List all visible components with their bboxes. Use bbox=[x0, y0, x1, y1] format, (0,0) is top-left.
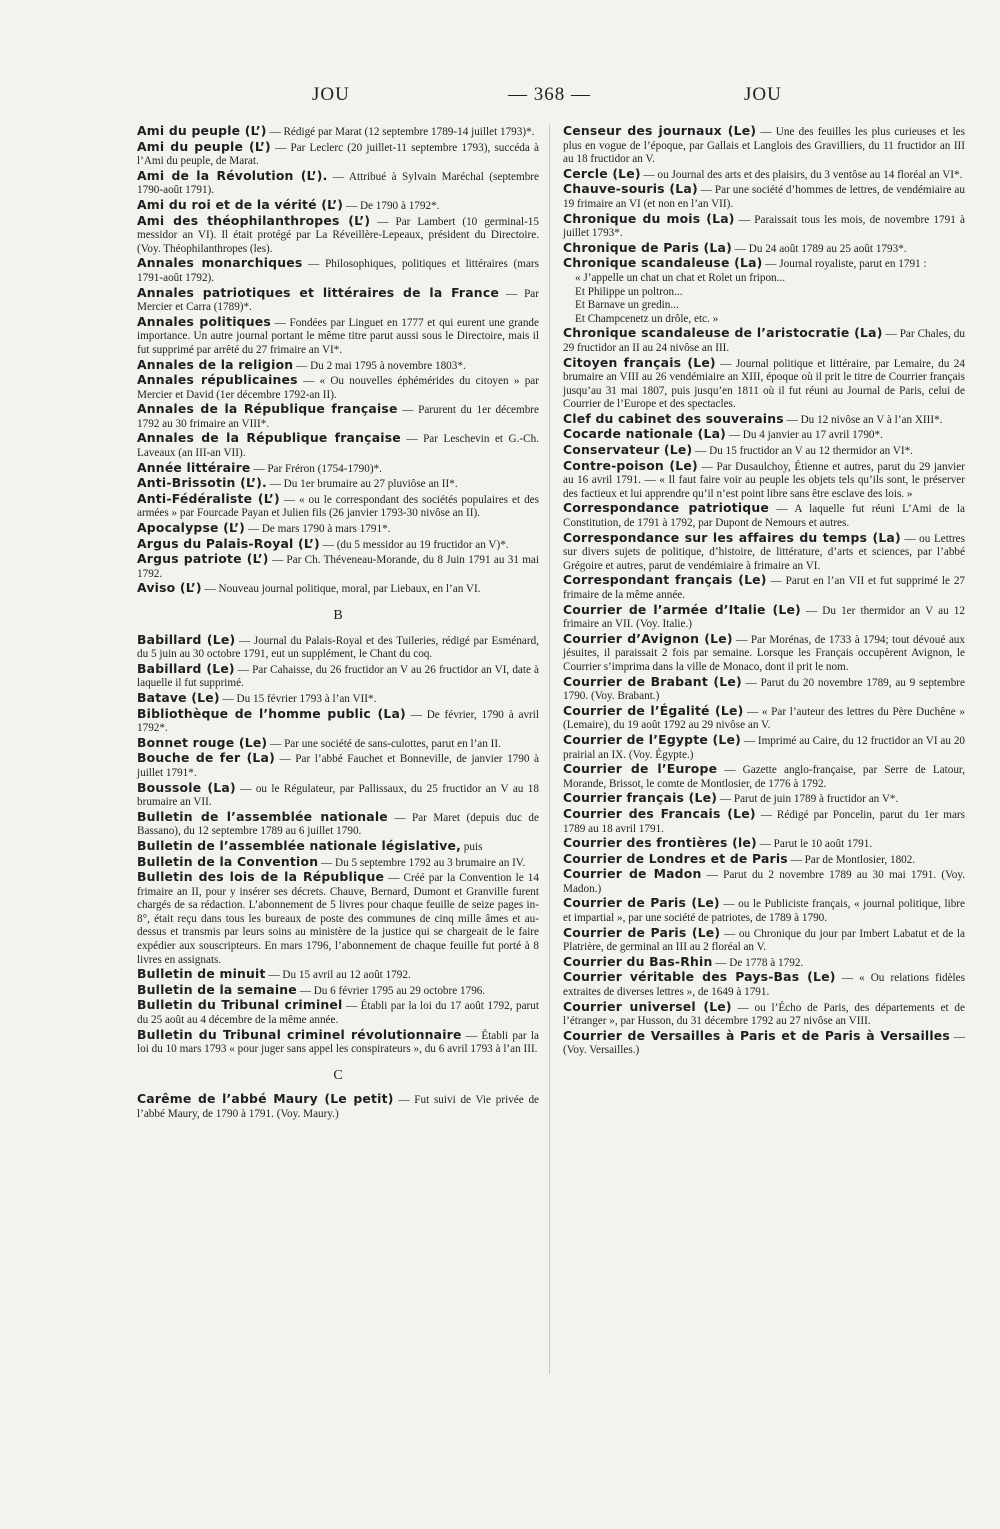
entry-title: Boussole (La) bbox=[137, 779, 236, 795]
header-left-keyword: JOU bbox=[312, 84, 350, 105]
journal-entry bbox=[563, 852, 965, 868]
quote-line: Et Barnave un gredin... bbox=[575, 299, 679, 312]
journal-entry bbox=[137, 855, 539, 871]
journal-entry bbox=[563, 427, 965, 443]
entry-title: Annales patriotiques et littéraires de la France bbox=[137, 284, 499, 300]
entry-title: Contre-poison (Le) bbox=[563, 457, 698, 473]
journal-entry bbox=[137, 461, 539, 477]
header-right-keyword: JOU bbox=[744, 84, 782, 105]
entry-description: — Parut le 10 août 1791. bbox=[756, 838, 873, 851]
entry-description: — Paraissait tous les mois, de novembre 1791 à juillet 1793*. bbox=[563, 213, 965, 240]
entry-description: — De février, 1790 à avril 1792*. bbox=[137, 708, 539, 735]
entry-description: — Philosophiques, politiques et littéraires (mars 1791-août 1792). bbox=[137, 258, 540, 284]
journal-entry bbox=[563, 212, 965, 241]
quote-line: Et Champcenetz un drôle, etc. » bbox=[575, 312, 719, 325]
entry-description: — Une des feuilles les plus curieuses et les plus en vogue de l’époque, par Gallais et Langlois des Gravilliers, du 11 fructidor an III au 18 fructidor an V. bbox=[563, 126, 965, 166]
section-letter: B bbox=[333, 608, 343, 623]
journal-entry bbox=[563, 356, 965, 412]
entry-description: — Du 24 août 1789 au 25 août 1793*. bbox=[731, 242, 907, 255]
entry-title: Bulletin du Tribunal criminel révolutionnaire bbox=[137, 1026, 462, 1042]
entry-description: — (du 5 messidor au 19 fructidor an V)*. bbox=[319, 538, 509, 551]
entry-description: — Par Mercier et Carra (1789)*. bbox=[137, 287, 539, 314]
entry-description: — Du 1er brumaire au 27 pluviôse an II*. bbox=[266, 478, 458, 491]
entry-title: Anti-Brissotin (L’). bbox=[137, 475, 267, 491]
entry-description: — Parut du 2 novembre 1789 au 30 mai 1791. (Voy. Madon.) bbox=[563, 869, 965, 895]
entry-title: Courrier de Paris (Le) bbox=[563, 895, 720, 911]
journal-entry bbox=[137, 810, 539, 839]
entry-description: — A laquelle fut réuni L’Ami de la Constitution, de 1791 à 1792, par Dupont de Nemours et autres. bbox=[563, 503, 965, 530]
entry-description: — ou Lettres sur divers sujets de politique, d’histoire, de littérature, d’arts et sciences, par l’abbé Grégoire et autres, parut de vendémiaire à frimaire an VI. bbox=[563, 532, 965, 572]
entry-title: Clef du cabinet des souverains bbox=[563, 410, 784, 426]
journal-entry bbox=[563, 167, 965, 183]
entry-description: — Par Cahaisse, du 26 fructidor an V au 26 fructidor an VI, date à laquelle il fut supprimé. bbox=[137, 663, 540, 690]
entry-description: — Par Maret (depuis duc de Bassano), du 12 septembre 1789 au 6 juillet 1790. bbox=[137, 811, 539, 838]
journal-entry bbox=[137, 537, 539, 553]
journal-entry bbox=[137, 198, 539, 214]
journal-entry bbox=[137, 431, 539, 460]
entry-title: Ami du peuple (L’) bbox=[137, 123, 267, 138]
entry-title: Bulletin du Tribunal criminel bbox=[137, 997, 343, 1013]
journal-entry bbox=[563, 459, 965, 502]
entry-title: Chronique du mois (La) bbox=[563, 210, 735, 226]
entry-title: Courrier de Paris (Le) bbox=[563, 924, 721, 940]
entry-title: Carême de l’abbé Maury (Le petit) bbox=[137, 1091, 394, 1107]
journal-entry bbox=[137, 839, 539, 855]
entry-description: — Parut du 20 novembre 1789, au 9 septembre 1790. (Voy. Brabant.) bbox=[563, 676, 965, 703]
entry-description: — Par l’abbé Fauchet et Bonneville, de janvier 1790 à juillet 1791*. bbox=[137, 753, 539, 779]
entry-description: — Nouveau journal politique, moral, par Liebaux, en l’an VI. bbox=[201, 583, 481, 596]
entry-description: — Du 1er thermidor an V au 12 frimaire an VII. (Voy. Italie.) bbox=[563, 604, 965, 631]
page-number: — 368 — bbox=[508, 84, 591, 105]
entry-description: — De 1778 à 1792. bbox=[712, 956, 804, 969]
entry-title: Courrier de Madon bbox=[563, 866, 702, 882]
entry-title: Bulletin des lois de la République bbox=[137, 869, 385, 885]
entry-description: — Par une société de sans-culottes, parut en l’an II. bbox=[267, 737, 501, 750]
section-letter: C bbox=[333, 1067, 343, 1083]
journal-entry bbox=[563, 256, 965, 272]
journal-entry bbox=[563, 632, 965, 675]
entry-description: — Par Dusaulchoy, Étienne et autres, parut du 29 janvier au 16 avril 1791. — « Il faut faire voir au peuple les objets tels qu’ils sont, le préserver des factieux et lui apprendre qu’il n’est point libre sans être esclave des lois. » bbox=[563, 460, 965, 500]
entry-description: — « Par l’auteur des lettres du Père Duchêne » (Lemaire), du 19 août 1792 au 29 nivôse an V. bbox=[563, 705, 965, 732]
entry-description: — ou l’Écho de Paris, des départements et de l’étranger », par Husson, du 31 décembre 1792 au 27 nivôse an VIII. bbox=[563, 1001, 965, 1028]
entry-description: — Par de Montlosier, 1802. bbox=[787, 853, 916, 866]
journal-entry bbox=[563, 896, 965, 925]
entry-title: Annales politiques bbox=[137, 313, 271, 329]
entry-title: Aviso (L’) bbox=[137, 580, 202, 596]
journal-entry bbox=[137, 169, 539, 198]
entry-description: — Du 12 nivôse an V à l’an XIII*. bbox=[783, 413, 943, 426]
journal-entry bbox=[563, 791, 965, 807]
entry-description: — Par Chales, du 29 fructidor an II au 24 nivôse an III. bbox=[563, 328, 965, 354]
entry-description: — Journal du Palais-Royal et des Tuileries, rédigé par Esménard, du 5 juin au 30 octobre 1791, eut un supplément, le Chant du coq. bbox=[137, 634, 540, 661]
entry-description: — Par Fréron (1754-1790)*. bbox=[250, 462, 382, 475]
entry-description: — Établi par la loi du 17 août 1792, parut du 25 août au 4 décembre de la même année. bbox=[137, 1000, 539, 1027]
journal-entry bbox=[137, 967, 539, 983]
entry-description: — Journal politique et littéraire, par Lemaire, du 24 brumaire an VIII au 26 vendémiaire an XIII, époque où il prit le titre de Courrier français jusqu’au 31 mai 1807, puis jusqu’en 1811 où il fut réuni au Journal de Paris, celui de Courrier de l’Europe et des spectacles. bbox=[563, 357, 965, 411]
journal-entry bbox=[137, 691, 539, 707]
entry-title: Bibliothèque de l’homme public (La) bbox=[137, 705, 406, 721]
left-column bbox=[137, 124, 539, 1122]
entry-title: Chauve-souris (La) bbox=[563, 181, 698, 197]
entry-title: Censeur des journaux (Le) bbox=[563, 123, 757, 138]
entry-title: Courrier des frontières (le) bbox=[563, 835, 757, 851]
journal-entry bbox=[137, 998, 539, 1027]
entry-description: — Du 15 avril au 12 août 1792. bbox=[265, 969, 411, 982]
entry-description: — Du 2 mai 1795 à novembre 1803*. bbox=[293, 359, 466, 372]
journal-entry bbox=[563, 675, 965, 704]
entry-title: Courrier d’Avignon (Le) bbox=[563, 630, 733, 646]
entry-description: — Rédigé par Poncelin, parut du 1er mars 1789 au 18 avril 1791. bbox=[563, 808, 965, 835]
journal-entry bbox=[137, 214, 539, 257]
journal-entry bbox=[137, 256, 539, 285]
journal-entry bbox=[137, 140, 539, 169]
journal-entry bbox=[563, 241, 965, 257]
entry-title: Cocarde nationale (La) bbox=[563, 426, 727, 442]
entry-description: — Parurent du 1er décembre 1792 au 30 frimaire an VIII*. bbox=[137, 404, 539, 430]
entry-title: Correspondance patriotique bbox=[563, 500, 769, 516]
entry-title: Courrier de l’Egypte (Le) bbox=[563, 731, 741, 747]
page-header bbox=[0, 84, 1000, 114]
journal-entry bbox=[137, 521, 539, 537]
entry-title: Annales républicaines bbox=[137, 372, 298, 388]
entry-description: — Journal royaliste, parut en 1791 : bbox=[762, 258, 927, 271]
entry-title: Courrier universel (Le) bbox=[563, 998, 732, 1014]
journal-entry bbox=[563, 603, 965, 632]
journal-entry bbox=[563, 1029, 965, 1058]
entry-title: Correspondance sur les affaires du temps (La) bbox=[563, 529, 901, 545]
journal-entry bbox=[137, 315, 539, 358]
journal-entry bbox=[563, 867, 965, 896]
entry-title: Courrier de Brabant (Le) bbox=[563, 673, 742, 689]
entry-title: Annales monarchiques bbox=[137, 255, 303, 271]
journal-entry bbox=[137, 633, 539, 662]
entry-description: — Par Morénas, de 1733 à 1794; tout dévoué aux jésuites, il paraissait 2 fois par semaine. Lorsque les Français occupèrent Avignon, le Courrier s’imprima dans la ville de Monaco, dont il prit le nom. bbox=[563, 633, 965, 673]
entry-description: — « Ou relations fidèles extraites de diverses lettres », de 1649 à 1791. bbox=[563, 972, 965, 999]
journal-entry bbox=[563, 704, 965, 733]
column-divider bbox=[549, 124, 550, 1374]
entry-title: Courrier de l’armée d’Italie (Le) bbox=[563, 601, 801, 617]
entry-title: Annales de la République française bbox=[137, 401, 398, 417]
entry-description: — Gazette anglo-française, par Serre de Latour, Morande, Brissot, le comte de Montlosier, de 1776 à 1792. bbox=[563, 764, 965, 790]
journal-entry bbox=[137, 373, 539, 402]
entry-description: — Du 5 septembre 1792 au 3 brumaire an IV. bbox=[318, 856, 526, 869]
entry-description: — ou Journal des arts et des plaisirs, du 3 ventôse au 14 floréal an VI*. bbox=[640, 168, 963, 181]
entry-title: Bulletin de la semaine bbox=[137, 981, 297, 997]
entry-title: Batave (Le) bbox=[137, 689, 220, 705]
journal-entry bbox=[137, 983, 539, 999]
entry-description: — De 1790 à 1792*. bbox=[343, 199, 440, 212]
journal-entry bbox=[563, 326, 965, 355]
entry-description: — Parut de juin 1789 à fructidor an V*. bbox=[717, 793, 899, 806]
entry-title: Anti-Fédéraliste (L’) bbox=[137, 490, 280, 506]
entry-title: Citoyen français (Le) bbox=[563, 354, 716, 370]
journal-entry bbox=[137, 1092, 539, 1121]
entry-title: Courrier de l’Égalité (Le) bbox=[563, 702, 744, 718]
entry-description: — Attribué à Sylvain Maréchal (septembre 1790-août 1791). bbox=[137, 170, 539, 197]
entry-description: — Rédigé par Marat (12 septembre 1789-14 juillet 1793)*. bbox=[266, 126, 535, 138]
journal-entry bbox=[137, 476, 539, 492]
journal-entry bbox=[563, 531, 965, 574]
entry-description: — ou Chronique du jour par Imbert Labatut et de la Platrière, de germinal an III au 2 floréal an V. bbox=[563, 927, 965, 954]
entry-title: Annales de la République française bbox=[137, 430, 401, 446]
entry-title: Ami du peuple (L’) bbox=[137, 138, 271, 154]
entry-title: Bulletin de minuit bbox=[137, 966, 266, 982]
entry-description: — Par Leclerc (20 juillet-11 septembre 1793), succéda à l’Ami du peuple, de Marat. bbox=[137, 141, 540, 168]
entry-description: — Fondées par Linguet en 1777 et qui eurent une grande importance. Un autre journal portant le même titre parut aussi sous le Directoire, mais il fut supprimé par arrêté du 27 frimaire an VI*. bbox=[137, 316, 539, 356]
entry-title: Ami des théophilanthropes (L’) bbox=[137, 212, 371, 228]
entry-title: Cercle (Le) bbox=[563, 165, 641, 181]
journal-entry bbox=[563, 733, 965, 762]
journal-entry bbox=[563, 836, 965, 852]
entry-title: Chronique de Paris (La) bbox=[563, 239, 732, 255]
entry-title: Bouche de fer (La) bbox=[137, 750, 275, 766]
right-column bbox=[563, 124, 965, 1058]
journal-entry bbox=[137, 662, 539, 691]
quote-line: Et Philippe un poltron... bbox=[575, 285, 683, 298]
entry-title: Babillard (Le) bbox=[137, 660, 235, 676]
entry-description: — Du 15 fructidor an V au 12 thermidor an VI*. bbox=[692, 445, 913, 458]
entry-title: Bulletin de l’assemblée nationale législative, bbox=[137, 837, 461, 853]
entry-title: Apocalypse (L’) bbox=[137, 520, 246, 536]
entry-description: — Parut en l’an VII et fut supprimé le 27 frimaire de la même année. bbox=[563, 575, 966, 601]
journal-entry bbox=[563, 501, 965, 530]
journal-entry bbox=[137, 870, 539, 967]
journal-entry bbox=[137, 751, 539, 780]
journal-entry bbox=[563, 970, 965, 999]
entry-description: — ou le Publiciste français, « journal politique, libre et impartial », par une société de patriotes, de 1789 à 1790. bbox=[563, 898, 965, 925]
entry-title: Bulletin de l’assemblée nationale bbox=[137, 808, 388, 824]
entry-title: Chronique scandaleuse (La) bbox=[563, 255, 763, 271]
journal-entry bbox=[563, 124, 965, 167]
entry-description: — « Ou nouvelles éphémérides du citoyen » par Mercier et David (1er décembre 1792-an II). bbox=[137, 375, 539, 401]
entry-description: — « ou le correspondant des sociétés populaires et des armées » par Fourcade Payan et Julien fils (26 janvier 1793-30 nivôse an II). bbox=[137, 493, 539, 520]
entry-description: — Par Ch. Théveneau-Morande, du 8 Juin 1791 au 31 mai 1792. bbox=[137, 554, 540, 580]
entry-title: Argus patriote (L’) bbox=[137, 551, 269, 567]
journal-entry bbox=[137, 492, 539, 521]
entry-description: — Du 4 janvier au 17 avril 1790*. bbox=[726, 429, 883, 442]
entry-title: Bonnet rouge (Le) bbox=[137, 734, 268, 750]
journal-entry bbox=[137, 781, 539, 810]
journal-entry bbox=[563, 762, 965, 791]
entry-description: — Par une société d’hommes de lettres, de vendémiaire au 19 frimaire an VI (et non en l’an VII). bbox=[563, 184, 965, 210]
journal-entry bbox=[137, 581, 539, 597]
journal-entry bbox=[137, 1028, 539, 1057]
journal-entry bbox=[563, 182, 965, 211]
entry-description: — Par Lambert (10 germinal-15 messidor an VI). Il était protégé par La Réveillère-Lepeaux, président du Directoire. (Voy. Théophilanthropes (les). bbox=[137, 215, 539, 255]
journal-entry bbox=[137, 707, 539, 736]
journal-entry bbox=[137, 286, 539, 315]
entry-description: — Établi par la loi du 10 mars 1793 « pour juger sans appel les conspirateurs », du 6 avril 1793 à l’an III. bbox=[137, 1029, 540, 1056]
journal-entry bbox=[563, 573, 965, 602]
journal-entry bbox=[563, 807, 965, 836]
journal-entry bbox=[137, 124, 539, 140]
entry-description: — Fut suivi de Vie privée de l’abbé Maury, de 1790 à 1791. (Voy. Maury.) bbox=[137, 1094, 540, 1120]
entry-title: Courrier des Francais (Le) bbox=[563, 805, 756, 821]
journal-entry bbox=[137, 402, 539, 431]
entry-title: Chronique scandaleuse de l’aristocratie (La) bbox=[563, 325, 883, 341]
entry-description: — De mars 1790 à mars 1791*. bbox=[245, 523, 391, 536]
entry-title: Courrier de l’Europe bbox=[563, 761, 718, 777]
journal-entry bbox=[563, 955, 965, 971]
journal-entry bbox=[137, 552, 539, 581]
entry-title: Courrier de Versailles à Paris et de Paris à Versailles bbox=[563, 1027, 950, 1043]
journal-entry bbox=[563, 412, 965, 428]
entry-description: — Du 6 février 1795 au 29 octobre 1796. bbox=[296, 984, 486, 997]
journal-entry bbox=[137, 736, 539, 752]
journal-entry bbox=[563, 1000, 965, 1029]
journal-entry bbox=[563, 926, 965, 955]
entry-title: Babillard (Le) bbox=[137, 631, 236, 647]
entry-title: Courrier véritable des Pays-Bas (Le) bbox=[563, 969, 836, 985]
entry-title: Année littéraire bbox=[137, 459, 251, 475]
journal-entry bbox=[563, 443, 965, 459]
entry-title: Conservateur (Le) bbox=[563, 442, 693, 458]
quote-line: « J’appelle un chat un chat et Rolet un fripon... bbox=[575, 271, 786, 284]
entry-description: — Du 15 février 1793 à l’an VII*. bbox=[219, 692, 377, 705]
entry-title: Bulletin de la Convention bbox=[137, 853, 319, 869]
entry-description: — ou le Régulateur, par Pallissaux, du 25 fructidor an V au 18 brumaire an VII. bbox=[137, 782, 539, 809]
entry-title: Correspondant français (Le) bbox=[563, 572, 767, 588]
entry-title: Courrier français (Le) bbox=[563, 790, 718, 806]
journal-entry bbox=[137, 358, 539, 374]
entry-description: — (Voy. Versailles.) bbox=[563, 1030, 965, 1057]
entry-title: Annales de la religion bbox=[137, 356, 294, 372]
entry-title: Argus du Palais-Royal (L’) bbox=[137, 535, 320, 551]
entry-description: puis bbox=[461, 840, 483, 853]
entry-description: — Par Leschevin et G.-Ch. Laveaux (an III-an VII). bbox=[137, 433, 539, 460]
entry-description: — Créé par la Convention le 14 frimaire an II, pour y insérer ses décrets. Chauve, Bernard, Dumont et Granville furent chargés de sa rédaction. L’abonnement de 5 livres pour chaque feuille de seize pages in-8°, était reçu dans tous les bureaux de poste des communes de cinq mille âmes et au-dessus et transmis par leurs soins au ministère de la justice qui se chargeait de le faire expédier aux souscripteurs. En mars 1796, l’abonnement de chaque feuille fut porté à 8 livres en assignats. bbox=[137, 872, 539, 966]
entry-description: — Imprimé au Caire, du 12 fructidor an VI au 20 prairial an IX. (Voy. Égypte.) bbox=[563, 734, 966, 761]
entry-title: Ami du roi et de la vérité (L’) bbox=[137, 196, 344, 212]
entry-title: Courrier du Bas-Rhin bbox=[563, 953, 713, 969]
entry-title: Courrier de Londres et de Paris bbox=[563, 850, 788, 866]
entry-title: Ami de la Révolution (L’). bbox=[137, 167, 328, 183]
